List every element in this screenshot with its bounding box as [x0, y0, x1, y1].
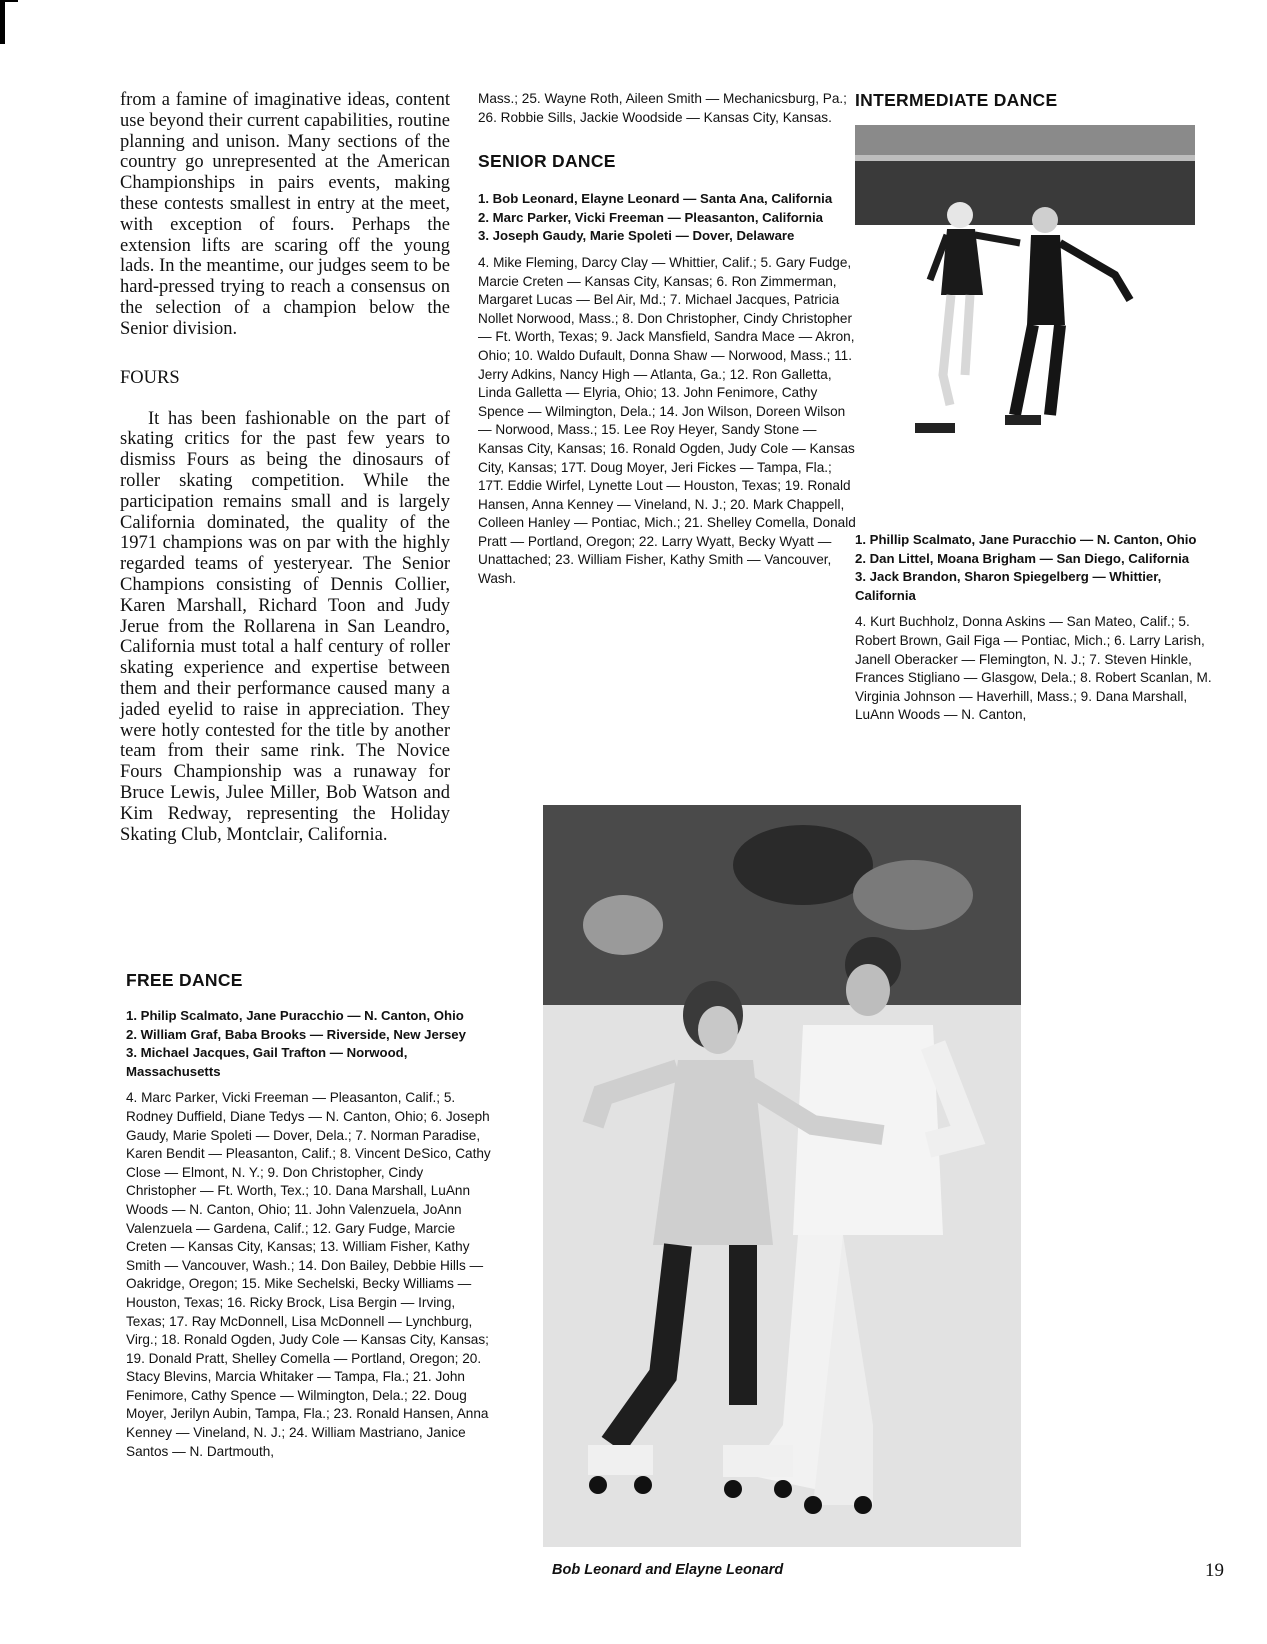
free-dance-place-1: 1. Philip Scalmato, Jane Puracchio — N. Canton, Ohio [126, 1008, 464, 1023]
article-paragraph: from a famine of imaginative ideas, content use beyond their current capabilities, routine planning and unison. Many sections of the country go unrepresented at the American Championships in pairs events, making these contests smallest in entry at the meet, with exception of fours. Perhaps the extension lifts are scaring off the young lads. In the meantime, our judges seem to be hard-pressed trying to reach a consensus on the selection of a champion below the Senior division. [120, 90, 450, 339]
intermediate-dance-results: 4. Kurt Buchholz, Donna Askins — San Mateo, Calif.; 5. Robert Brown, Gail Figa — Pontiac, Mich.; 6. Larry Larish, Janell Oberacker — Flemington, N. J.; 7. Steven Hinkle, Frances Stigliano — Glasgow, Dela.; 8. Robert Scanlan, M. Virginia Johnson — Haverhill, Mass.; 9. Dana Marshall, LuAnn Woods — N. Canton, [855, 614, 1212, 723]
free-dance-results: 4. Marc Parker, Vicki Freeman — Pleasanton, Calif.; 5. Rodney Duffield, Diane Tedys — N. Canton, Ohio; 6. Joseph Gaudy, Marie Spoleti — Dover, Dela.; 7. Norman Paradise, Karen Bendit — Pleasanton, Calif.; 8. Vincent DeSico, Cathy Close — Elmont, N. Y.; 9. Don Christopher, Cindy Christopher — Ft. Worth, Tex.; 10. Dana Marshall, LuAnn Woods — N. Canton, Ohio; 11. John Valenzuela, JoAnn Valenzuela — Gardena, Calif.; 12. Gary Fudge, Marcie Creten — Kansas City, Kansas; 13. William Fisher, Kathy Smith — Vancouver, Wash.; 14. Don Bailey, Debbie Hills — Oakridge, Oregon; 15. Mike Sechelski, Becky Williams — Houston, Texas; 16. Ricky Brock, Lisa Bergin — Irving, Texas; 17. Ray McDonnell, Lisa McDonnell — Lynchburg, Virg.; 18. Ronald Ogden, Judy Cole — Kansas City, Kansas; 19. Donald Pratt, Shelley Comella — Portland, Oregon; 20. Stacy Blevins, Marcia Whitaker — Tampa, Fla.; 21. John Fenimore, Cathy Spence — Wilmington, Dela.; 22. Doug Moyer, Jerilyn Aubin, Tampa, Fla.; 23. Ronald Hansen, Anna Kenney — Vineland, N. J.; 24. William Mastriano, Janice Santos — N. Dartmouth, [126, 1090, 491, 1459]
free-dance-place-2: 2. William Graf, Baba Brooks — Riverside, New Jersey [126, 1026, 466, 1042]
left-column [120, 90, 450, 845]
crop-mark [0, 0, 18, 44]
free-dance-section [126, 970, 496, 1461]
senior-dance-results: 4. Mike Fleming, Darcy Clay — Whittier, Calif.; 5. Gary Fudge, Marcie Creten — Kansas City, Kansas; 6. Ron Zimmerman, Margaret Lucas — Bel Air, Md.; 7. Michael Jacques, Patricia Nollet Norwood, Mass.; 8. Don Christopher, Cindy Christopher — Ft. Worth, Texas; 9. Jack Mansfield, Sandra Mace — Akron, Ohio; 10. Waldo Dufault, Donna Shaw — Norwood, Mass.; 11. Jerry Adkins, Nancy High — Atlanta, Ga.; 12. Ron Galletta, Linda Galletta — Elyria, Ohio; 13. John Fenimore, Cathy Spence — Wilmington, Dela.; 14. Jon Wilson, Doreen Wilson — Norwood, Mass.; 15. Lee Roy Heyer, Sandy Stone — Kansas City, Kansas; 16. Ronald Ogden, Judy Cole — Kansas City, Kansas; 17T. Doug Moyer, Jeri Fickes — Tampa, Fla.; 17T. Eddie Wirfel, Lynette Lout — Houston, Texas; 19. Ronald Hansen, Anna Kenney — Vineland, N. J.; 20. Mark Chappell, Colleen Hanley — Pontiac, Mich.; 21. Shelley Comella, Donald Pratt — Portland, Oregon; 22. Larry Wyatt, Becky Wyatt — Unattached; 23. William Fisher, Kathy Smith — Vancouver, Wash. [478, 254, 856, 587]
senior-place-2: 2. Marc Parker, Vicki Freeman — Pleasanton, California [478, 209, 823, 225]
free-dance-heading: FREE DANCE [126, 970, 243, 990]
senior-place-1: 1. Bob Leonard, Elayne Leonard — Santa Ana, California [478, 191, 833, 207]
middle-column [478, 90, 858, 589]
article-paragraph: It has been fashionable on the part of skating critics for the past few years to dismiss Fours as being the dinosaurs of roller skating competition. While the participation remains small and is largely California dominated, the quality of the 1971 champions was on par with the highly regarded teams of yesteryear. The Senior Champions consisting of Dennis Collier, Karen Marshall, Richard Toon and Judy Jerue from the Rollarena in San Leandro, California must total a half century of roller skating experience and expertise between them and their performance caused many a jaded eyelid to raise in appreciation. They were hotly contested for the title by another team from their same rink. The Novice Fours Championship was a runaway for Bruce Lewis, Julee Miller, Bob Watson and Kim Redway, representing the Holiday Skating Club, Montclair, California. [120, 408, 450, 845]
photo-caption: Bob Leonard and Elayne Leonard [552, 1562, 784, 1578]
intermediate-dance-heading: INTERMEDIATE DANCE [855, 90, 1058, 110]
intermediate-place-3: 3. Jack Brandon, Sharon Spiegelberg — Whittier, California [855, 569, 1162, 603]
intermediate-dance-photo [855, 125, 1195, 465]
senior-dance-heading: SENIOR DANCE [478, 151, 616, 172]
senior-dance-photo [543, 805, 1021, 1547]
intermediate-place-2: 2. Dan Littel, Moana Brigham — San Diego, California [855, 550, 1190, 566]
free-dance-continued: Mass.; 25. Wayne Roth, Aileen Smith — Mechanicsburg, Pa.; 26. Robbie Sills, Jackie Woodside — Kansas City, Kansas. [478, 91, 847, 125]
fours-heading: FOURS [120, 367, 180, 388]
intermediate-place-1: 1. Phillip Scalmato, Jane Puracchio — N. Canton, Ohio [855, 532, 1197, 547]
free-dance-place-3: 3. Michael Jacques, Gail Trafton — Norwood, Massachusetts [126, 1045, 408, 1079]
senior-place-3: 3. Joseph Gaudy, Marie Spoleti — Dover, Delaware [478, 228, 795, 244]
page-number: 19 [1205, 1560, 1224, 1581]
